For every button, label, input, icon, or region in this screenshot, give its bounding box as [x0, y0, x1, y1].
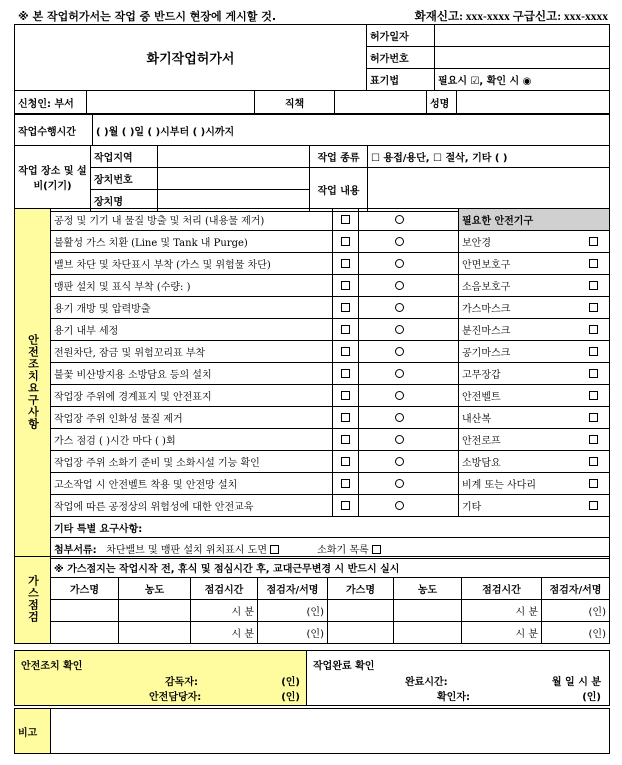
safety-item-check[interactable]: [333, 385, 359, 407]
ppe-item-check[interactable]: [579, 473, 610, 495]
gas-conc-field[interactable]: [119, 600, 191, 622]
safety-item-text: 밸브 차단 및 차단표시 부착 (가스 및 위험물 차단): [51, 253, 333, 275]
gas-time-field[interactable]: 시 분: [191, 622, 258, 644]
checkbox-icon[interactable]: [341, 413, 350, 422]
gas-side-label: 가스점검: [15, 557, 51, 644]
name-label: 성명: [427, 91, 457, 114]
legend-label: 표기법: [367, 69, 435, 91]
safety-item-confirm[interactable]: [359, 297, 459, 319]
safety-item-confirm[interactable]: [359, 275, 459, 297]
radio-circle-icon[interactable]: [395, 303, 404, 312]
attachment-1-label: 차단밸브 및 맹판 설치 위치표시 도면: [106, 544, 267, 556]
gas-header-sign: 점검자/서명: [258, 578, 328, 600]
gas-name-field[interactable]: [51, 622, 119, 644]
work-type-value[interactable]: ☐ 용접/용단, ☐ 절삭, 기타 ( ): [368, 146, 610, 168]
safety-item-check[interactable]: [333, 297, 359, 319]
ppe-item-check[interactable]: [579, 341, 610, 363]
radio-circle-icon[interactable]: [395, 457, 404, 466]
work-content-label: 작업 내용: [310, 168, 368, 212]
checkbox-icon[interactable]: [341, 303, 350, 312]
checkbox-icon[interactable]: [589, 457, 598, 466]
safety-item-confirm[interactable]: [359, 407, 459, 429]
equip-no-field[interactable]: [158, 168, 310, 190]
confirm-table: [14, 650, 610, 706]
gas-conc-field[interactable]: [119, 622, 191, 644]
checkbox-icon[interactable]: [589, 391, 598, 400]
radio-circle-icon[interactable]: [395, 347, 404, 356]
gas-name-field[interactable]: [328, 622, 394, 644]
safety-item-confirm[interactable]: [359, 231, 459, 253]
safety-item-confirm[interactable]: [359, 253, 459, 275]
safety-item-text: 작업장 주위 인화성 물질 제거: [51, 407, 333, 429]
ppe-item-check[interactable]: [579, 253, 610, 275]
supervisor-label: 감독자:: [165, 677, 198, 688]
safety-item-check[interactable]: [333, 429, 359, 451]
equip-no-label: 장치번호: [91, 168, 158, 190]
position-field[interactable]: [335, 91, 427, 114]
work-type-label: 작업 종류: [310, 146, 368, 168]
legend-value: 필요시 ☑, 확인 시 ◉: [435, 69, 610, 91]
position-label: 직책: [255, 91, 335, 114]
applicant-table: [14, 90, 610, 114]
remarks-field[interactable]: [51, 709, 610, 754]
top-bar: [14, 6, 610, 24]
complete-confirm-label: 작업완료 확인: [313, 661, 375, 672]
safety-item-text: 용기 내부 세정: [51, 319, 333, 341]
checkbox-icon[interactable]: [270, 545, 279, 554]
ppe-item-check[interactable]: [579, 385, 610, 407]
dept-field[interactable]: [87, 91, 255, 114]
safety-item-confirm[interactable]: [359, 209, 459, 231]
gas-notice: ※ 가스점지는 작업시작 전, 휴식 및 점심시간 후, 교대근무변경 시 반드시 실시: [51, 557, 610, 578]
checkbox-icon[interactable]: [341, 479, 350, 488]
ppe-item-check[interactable]: [579, 451, 610, 473]
ppe-item-label: 내산복: [459, 407, 579, 429]
checkbox-icon[interactable]: [341, 237, 350, 246]
safety-item-text: 전원차단, 잠금 및 위험꼬리표 부착: [51, 341, 333, 363]
safety-item-check[interactable]: [333, 495, 359, 517]
checkbox-icon[interactable]: [341, 501, 350, 510]
ppe-item-label: 소음보호구: [459, 275, 579, 297]
gas-header-conc-2: 농도: [394, 578, 462, 600]
safety-item-confirm[interactable]: [359, 319, 459, 341]
checkbox-icon[interactable]: [341, 369, 350, 378]
permit-no-label: 허가번호: [367, 47, 435, 69]
gas-time-field[interactable]: 시 분: [462, 622, 542, 644]
location-label: 작업 장소 및 설비(기기): [15, 146, 91, 212]
radio-circle-icon[interactable]: [395, 215, 404, 224]
ppe-item-check[interactable]: [579, 495, 610, 517]
safety-item-confirm[interactable]: [359, 495, 459, 517]
gas-conc-field[interactable]: [394, 622, 462, 644]
equip-name-label: 장치명: [91, 190, 158, 212]
remarks-table: [14, 708, 610, 754]
safety-item-text: 불꽃 비산방지용 소방담요 등의 설치: [51, 363, 333, 385]
confirmer-label: 확인자:: [437, 692, 470, 703]
area-label: 작업지역: [91, 146, 158, 168]
safety-item-confirm[interactable]: [359, 341, 459, 363]
work-content-field[interactable]: [368, 168, 610, 212]
checkbox-icon[interactable]: [341, 325, 350, 334]
safety-item-text: 용기 개방 및 압력방출: [51, 297, 333, 319]
ppe-item-check[interactable]: [579, 231, 610, 253]
gas-name-field[interactable]: [328, 600, 394, 622]
checkbox-icon[interactable]: [589, 435, 598, 444]
ppe-item-check[interactable]: [579, 319, 610, 341]
name-field[interactable]: [457, 91, 610, 114]
ppe-item-check[interactable]: [579, 275, 610, 297]
safety-item-check[interactable]: [333, 275, 359, 297]
safety-item-text: 고소작업 시 안전벨트 착용 및 안전망 설치: [51, 473, 333, 495]
safety-item-text: 작업장 주위 소화기 준비 및 소화시설 기능 확인: [51, 451, 333, 473]
emergency-phones: 화재신고: xxx-xxxx 구급신고: xxx-xxxx: [414, 11, 608, 23]
permit-date-label: 허가일자: [367, 25, 435, 47]
checkbox-icon[interactable]: [341, 259, 350, 268]
ppe-item-label: 소방담요: [459, 451, 579, 473]
period-label: 작업수행시간: [15, 115, 93, 146]
safety-item-check[interactable]: [333, 341, 359, 363]
complete-time-units[interactable]: 월 일 시 분: [551, 677, 601, 688]
safety-item-confirm[interactable]: [359, 385, 459, 407]
safety-item-check[interactable]: [333, 319, 359, 341]
radio-circle-icon[interactable]: [395, 479, 404, 488]
applicant-label: 신청인: 부서: [15, 91, 87, 114]
ppe-item-label: 분진마스크: [459, 319, 579, 341]
checkbox-icon[interactable]: [589, 281, 598, 290]
gas-sign-field[interactable]: (인): [258, 600, 328, 622]
safety-item-check[interactable]: [333, 473, 359, 495]
checkbox-icon[interactable]: [589, 479, 598, 488]
radio-circle-icon[interactable]: [395, 369, 404, 378]
ppe-item-label: 공기마스크: [459, 341, 579, 363]
officer-label: 안전담당자:: [149, 692, 202, 703]
period-value[interactable]: ( )월 ( )일 ( )시부터 ( )시까지: [93, 115, 610, 146]
checkbox-icon[interactable]: [341, 435, 350, 444]
ppe-item-label: 안전로프: [459, 429, 579, 451]
checkbox-icon[interactable]: [589, 259, 598, 268]
ppe-item-check[interactable]: [579, 429, 610, 451]
ppe-item-label: 고무장갑: [459, 363, 579, 385]
checkbox-icon[interactable]: [589, 369, 598, 378]
safety-table: [14, 208, 610, 559]
safety-item-confirm[interactable]: [359, 363, 459, 385]
radio-circle-icon[interactable]: [395, 413, 404, 422]
gas-header-time-2: 점검시간: [462, 578, 542, 600]
gas-time-field[interactable]: 시 분: [191, 600, 258, 622]
checkbox-icon[interactable]: [341, 391, 350, 400]
confirmer-seal[interactable]: (인): [582, 692, 601, 703]
ppe-item-check[interactable]: [579, 407, 610, 429]
gas-sign-field[interactable]: (인): [258, 622, 328, 644]
location-table: [14, 145, 610, 212]
checkbox-icon[interactable]: [589, 501, 598, 510]
safety-item-text: 공정 및 기기 내 물질 방출 및 처리 (내용물 제거): [51, 209, 333, 231]
radio-circle-icon[interactable]: [395, 391, 404, 400]
supervisor-seal[interactable]: (인): [281, 677, 300, 688]
gas-conc-field[interactable]: [394, 600, 462, 622]
ppe-item-check[interactable]: [579, 363, 610, 385]
safety-item-check[interactable]: [333, 253, 359, 275]
gas-header-time: 점검시간: [191, 578, 258, 600]
checkbox-icon[interactable]: [589, 303, 598, 312]
safety-item-check[interactable]: [333, 209, 359, 231]
ppe-item-label: 안전벨트: [459, 385, 579, 407]
radio-circle-icon[interactable]: [395, 237, 404, 246]
permit-date-field[interactable]: [435, 25, 610, 47]
safety-item-text: 가스 점검 ( )시간 마다 ( )회: [51, 429, 333, 451]
permit-no-field[interactable]: [435, 47, 610, 69]
safety-confirm-box: [15, 651, 307, 706]
gas-header-name: 가스명: [51, 578, 119, 600]
gas-table: [14, 556, 610, 644]
ppe-item-label: 보안경: [459, 231, 579, 253]
posting-notice: ※ 본 작업허가서는 작업 중 반드시 현장에 게시할 것.: [18, 10, 277, 23]
other-requirements[interactable]: 기타 특별 요구사항:: [51, 517, 610, 538]
safety-item-confirm[interactable]: [359, 451, 459, 473]
checkbox-icon[interactable]: [589, 413, 598, 422]
gas-header-name-2: 가스명: [328, 578, 394, 600]
ppe-item-label: 비계 또는 사다리: [459, 473, 579, 495]
remarks-label: 비고: [15, 709, 51, 754]
checkbox-icon[interactable]: [341, 281, 350, 290]
checkbox-icon[interactable]: [341, 347, 350, 356]
period-table: [14, 114, 610, 146]
radio-circle-icon[interactable]: [395, 501, 404, 510]
safety-item-text: 불활성 가스 치환 (Line 및 Tank 내 Purge): [51, 231, 333, 253]
safety-confirm-label: 안전조치 확인: [21, 661, 83, 672]
safety-item-check[interactable]: [333, 231, 359, 253]
ppe-item-label: 안면보호구: [459, 253, 579, 275]
safety-item-text: 작업장 주위에 경계표지 및 안전표지: [51, 385, 333, 407]
radio-circle-icon[interactable]: [395, 281, 404, 290]
checkbox-icon[interactable]: [341, 215, 350, 224]
gas-header-conc: 농도: [119, 578, 191, 600]
gas-sign-field[interactable]: (인): [542, 622, 610, 644]
radio-circle-icon[interactable]: [395, 325, 404, 334]
header-table: [14, 24, 610, 91]
safety-item-text: 맹판 설치 및 표식 부착 (수량: ): [51, 275, 333, 297]
officer-seal[interactable]: (인): [281, 692, 300, 703]
safety-item-confirm[interactable]: [359, 429, 459, 451]
checkbox-icon[interactable]: [589, 325, 598, 334]
gas-name-field[interactable]: [51, 600, 119, 622]
gas-sign-field[interactable]: (인): [542, 600, 610, 622]
safety-item-check[interactable]: [333, 363, 359, 385]
checkbox-icon[interactable]: [589, 347, 598, 356]
checkbox-icon[interactable]: [372, 545, 381, 554]
safety-item-check[interactable]: [333, 451, 359, 473]
gas-time-field[interactable]: 시 분: [462, 600, 542, 622]
form-title: 화기작업허가서: [15, 25, 367, 91]
radio-circle-icon[interactable]: [395, 435, 404, 444]
checkbox-icon[interactable]: [589, 237, 598, 246]
safety-item-check[interactable]: [333, 407, 359, 429]
attachment-2-label: 소화기 목록: [317, 544, 369, 556]
complete-confirm-box: [307, 651, 610, 706]
ppe-item-label: 가스마스크: [459, 297, 579, 319]
safety-item-confirm[interactable]: [359, 473, 459, 495]
ppe-item-check[interactable]: [579, 297, 610, 319]
attachments-label: 첨부서류:: [54, 544, 97, 556]
complete-time-label: 완료시간:: [405, 677, 448, 688]
area-field[interactable]: [158, 146, 310, 168]
radio-circle-icon[interactable]: [395, 259, 404, 268]
ppe-item-label: 기타: [459, 495, 579, 517]
checkbox-icon[interactable]: [341, 457, 350, 466]
safety-side-label: 안전조치요구사항: [15, 209, 51, 559]
ppe-header: 필요한 안전기구: [459, 209, 610, 231]
safety-item-text: 작업에 따른 공정상의 위험성에 대한 안전교육: [51, 495, 333, 517]
gas-header-sign-2: 점검자/서명: [542, 578, 610, 600]
